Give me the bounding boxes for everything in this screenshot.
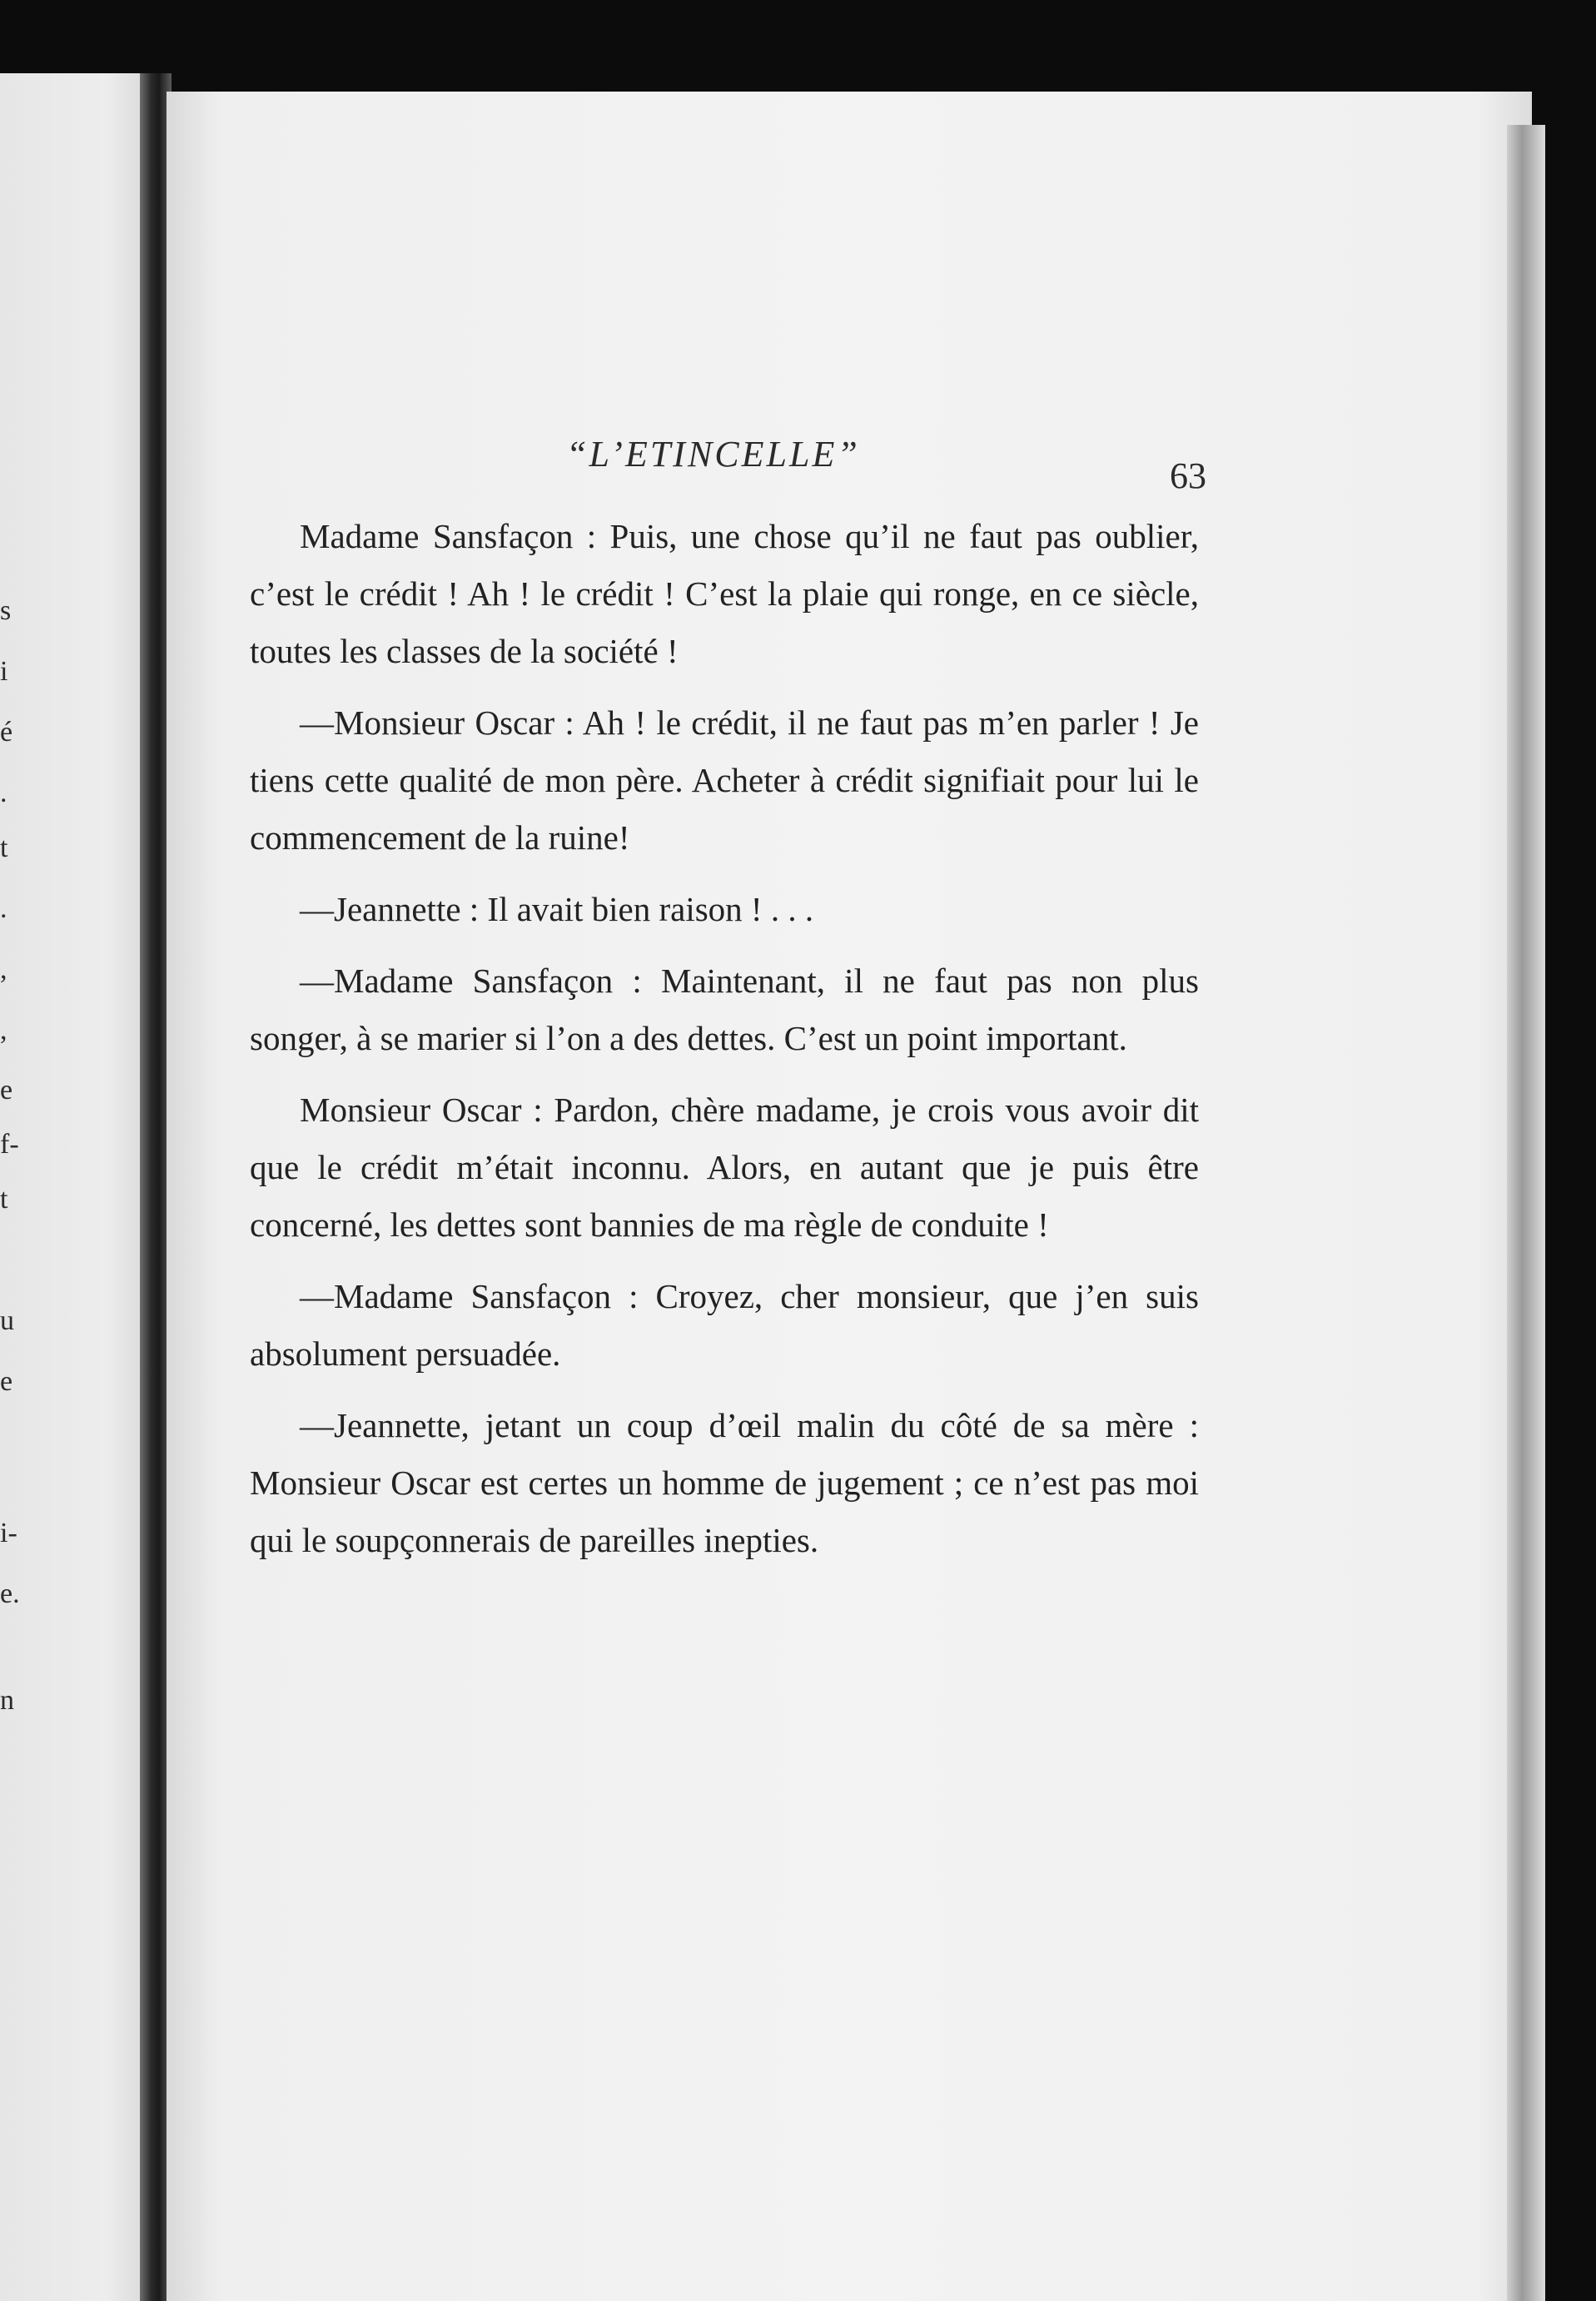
left-page-fragment: e. [0, 1578, 20, 1609]
paragraph: Madame Sansfaçon : Puis, une chose qu’il ne faut pas oublier, c’est le crédit ! Ah ! le crédit ! C’est la plaie qui ronge, en ce siècle, toutes les classes de la société ! [250, 517, 1199, 670]
body-text [250, 508, 1199, 1583]
left-page-fragment: u [0, 1305, 14, 1336]
page-edge-shadow [1507, 125, 1545, 2301]
left-page-fragment: . [0, 778, 7, 808]
left-page-fragment: t [0, 1184, 8, 1215]
paragraph: —Jeannette, jetant un coup d’œil malin du côté de sa mère : Monsieur Oscar est certes un homme de jugement ; ce n’est pas moi qui le soupçonnerais de pareilles inepties. [250, 1406, 1199, 1559]
left-page-fragment: i [0, 656, 8, 687]
left-page-fragment: , [0, 954, 7, 985]
left-page-fragment: , [0, 1015, 7, 1046]
left-page-fragment: n [0, 1685, 14, 1716]
left-page-fragment: . [0, 893, 7, 924]
running-head: “L’ETINCELLE” [566, 434, 860, 475]
paragraph: —Jeannette : Il avait bien raison ! . . . [300, 890, 814, 928]
paragraph: Monsieur Oscar : Pardon, chère madame, je crois vous avoir dit que le crédit m’était inconnu. Alors, en autant que je puis être concerné, les dettes sont bannies de ma règle de conduite ! [250, 1091, 1199, 1244]
page-number: 63 [1170, 455, 1206, 496]
left-page-fragment: e [0, 1366, 13, 1397]
paragraph: —Monsieur Oscar : Ah ! le crédit, il ne faut pas m’en parler ! Je tiens cette qualité de mon père. Acheter à crédit signifiait pour lui le commencement de la ruine! [250, 703, 1199, 857]
left-page-fragment: i- [0, 1518, 17, 1548]
paragraph: —Madame Sansfaçon : Croyez, cher monsieur, que j’en suis absolument persuadée. [250, 1277, 1199, 1373]
left-page-fragment: s [0, 595, 12, 626]
facing-page-edge [0, 73, 152, 2301]
left-page-fragment: f- [0, 1129, 19, 1160]
left-page-fragment: e [0, 1075, 13, 1106]
left-page-fragment: é [0, 717, 13, 748]
left-page-fragment: t [0, 832, 8, 863]
paragraph: —Madame Sansfaçon : Maintenant, il ne faut pas non plus songer, à se marier si l’on a des dettes. C’est un point important. [250, 962, 1199, 1057]
